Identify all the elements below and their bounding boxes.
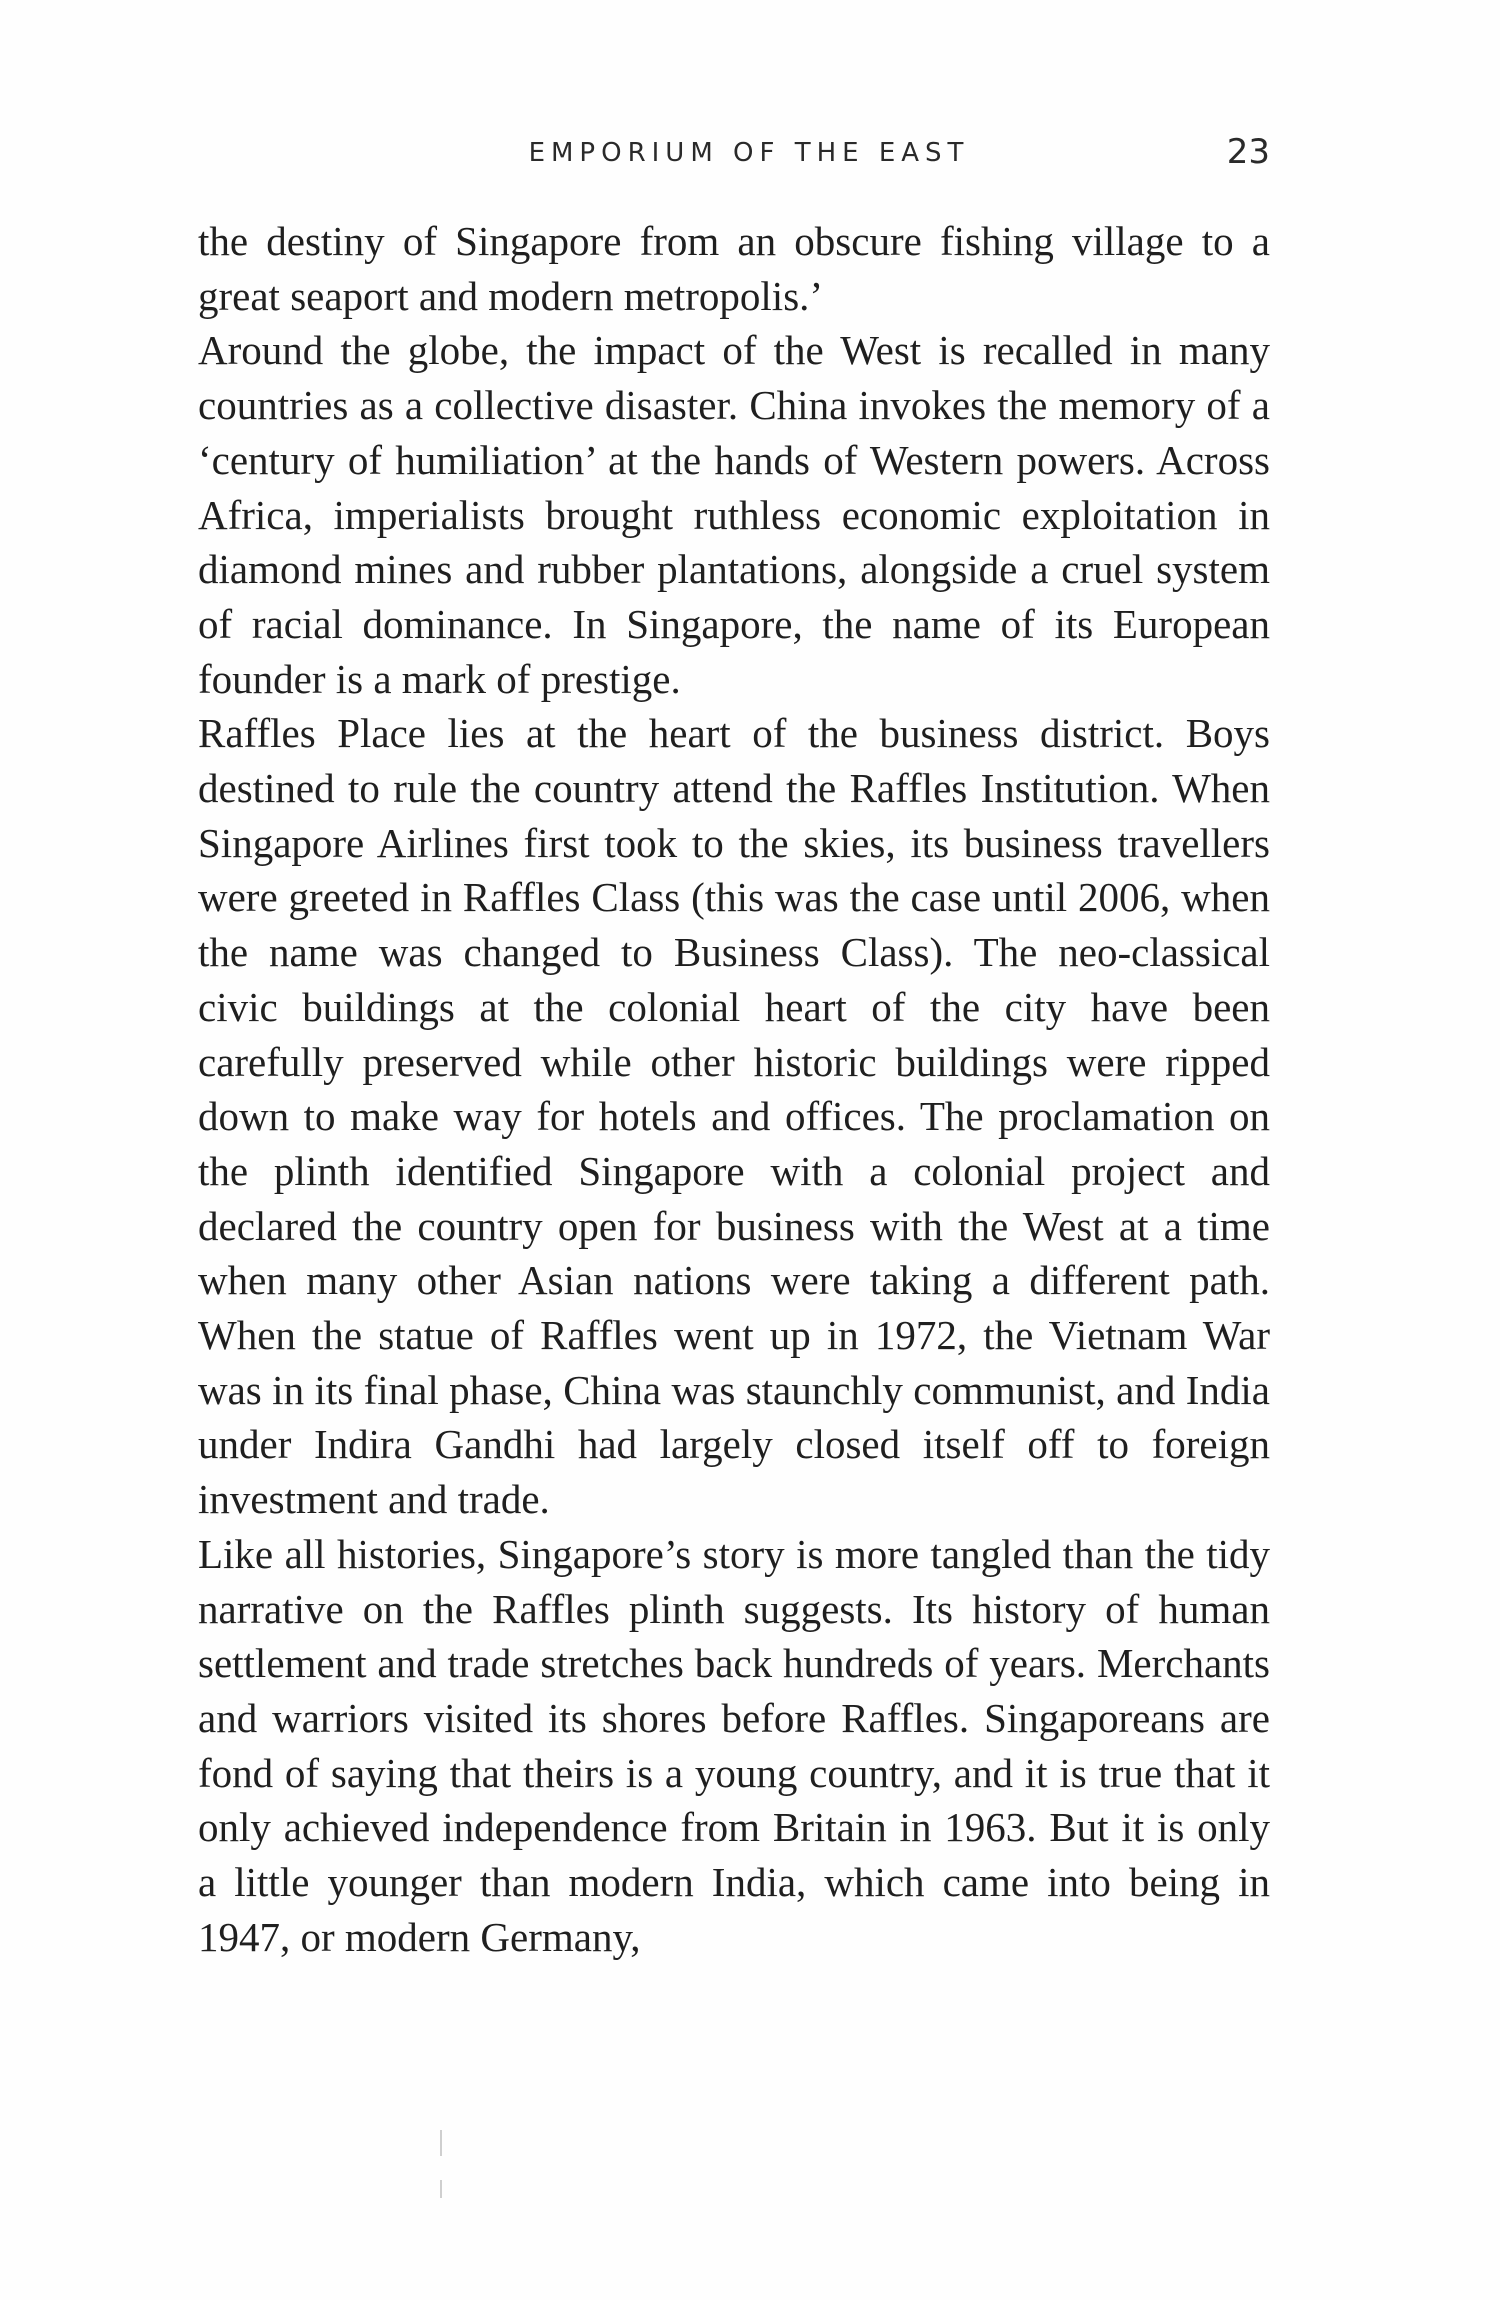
paragraph: the destiny of Singapore from an obscure fishing village to a great seaport and modern metropolis.’ (198, 218, 1270, 319)
scan-speck (440, 2130, 442, 2156)
chapter-title: EMPORIUM OF THE EAST (528, 138, 970, 168)
paragraph: Raffles Place lies at the heart of the business district. Boys destined to rule the country attend the Raffles Institution. When Singapore Airlines first took to the skies, its business travellers were greeted in Raffles Class (this was the case until 2006, when the name was changed to Business Class). The neo-classical civic buildings at the colonial heart of the city have been carefully preserved while other historic buildings were ripped down to make way for hotels and offices. The proclamation on the plinth identified Singapore with a colonial project and declared the country open for business with the West at a time when many other Asian nations were taking a different path. When the statue of Raffles went up in 1972, the Vietnam War was in its final phase, China was staunchly communist, and India under Indira Gandhi had largely closed itself off to foreign investment and trade. (198, 710, 1270, 1523)
running-head (198, 132, 1270, 176)
paragraph: Around the globe, the impact of the West is recalled in many countries as a collective disaster. China invokes the memory of a ‘century of humiliation’ at the hands of Western powers. Across Africa, imperialists brought ruthless economic exploitation in diamond mines and rubber plantations, alongside a cruel system of racial dominance. In Singapore, the name of its European founder is a mark of prestige. (198, 327, 1270, 702)
scan-speck (440, 2180, 442, 2198)
body-text (198, 214, 1270, 1965)
page-number: 23 (1226, 132, 1270, 172)
paragraph: Like all histories, Singapore’s story is more tangled than the tidy narrative on the Raffles plinth suggests. Its history of human settlement and trade stretches back hundreds of years. Merchants and warriors visited its shores before Raffles. Singaporeans are fond of saying that theirs is a young country, and it is true that it only achieved independence from Britain in 1963. But it is only a little younger than modern India, which came into being in 1947, or modern Germany, (198, 1530, 1270, 1960)
